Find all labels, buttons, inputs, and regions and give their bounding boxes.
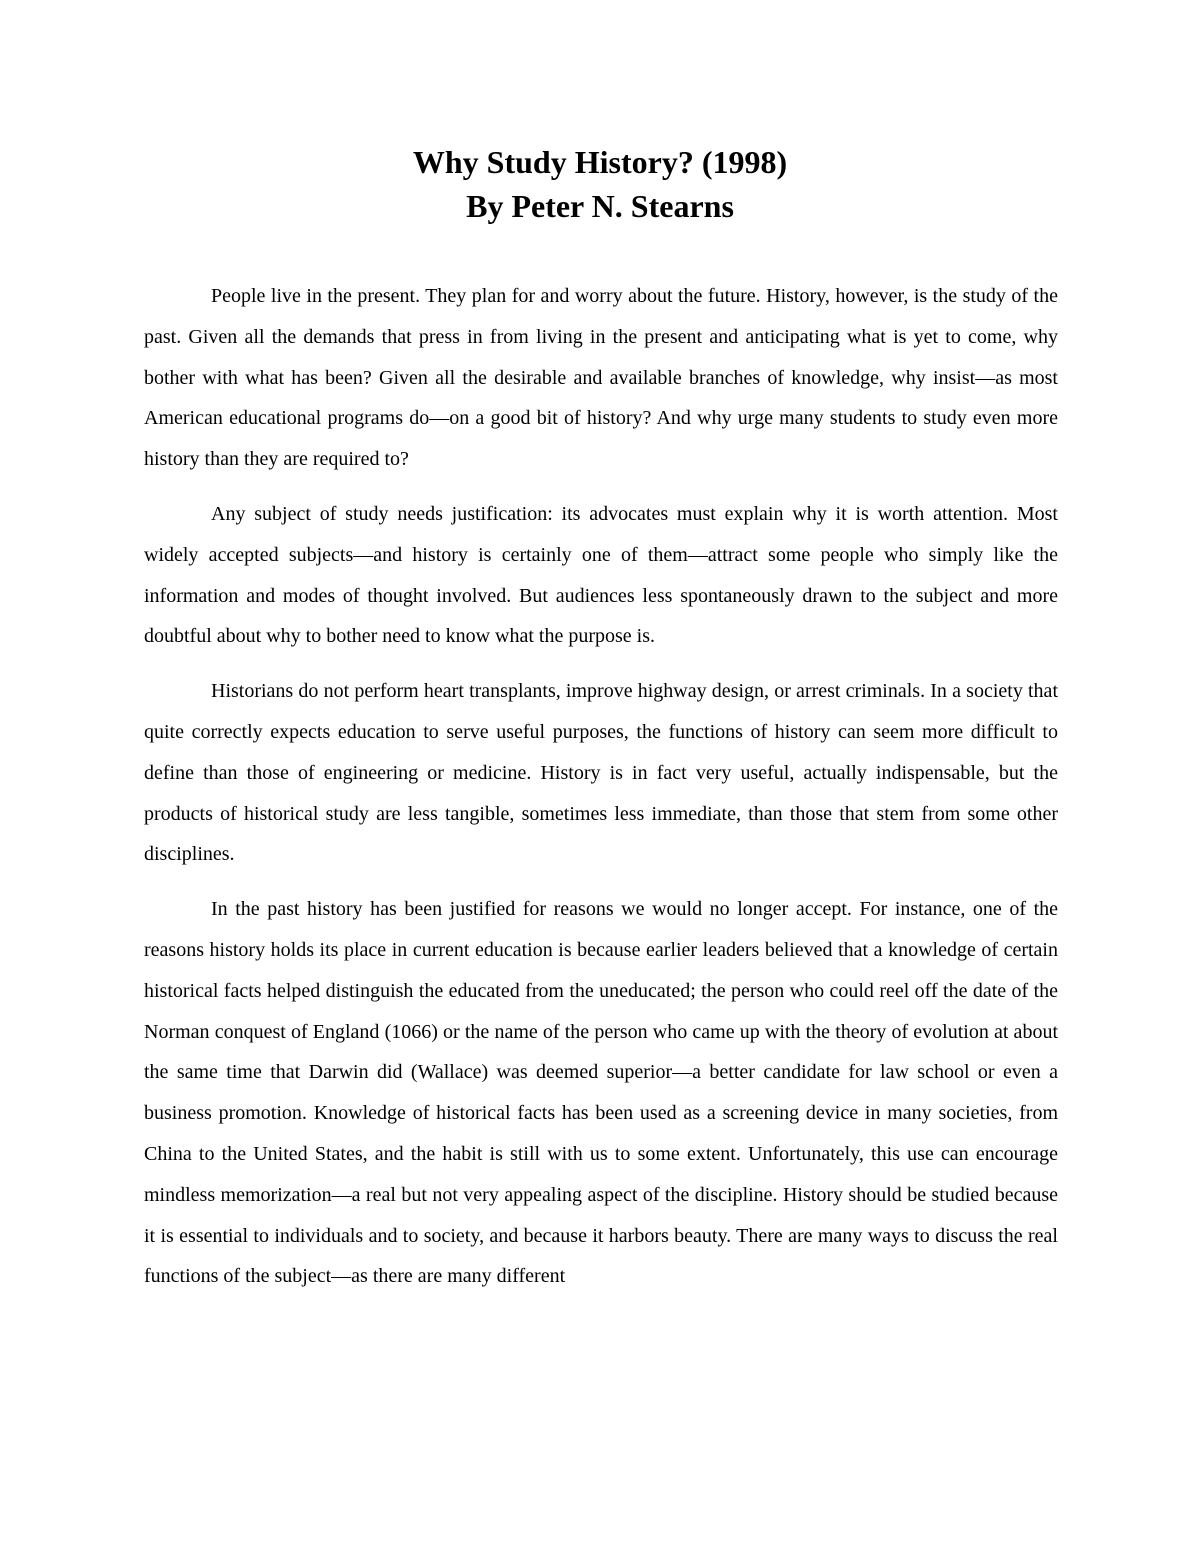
paragraph: In the past history has been justified for reasons we would no longer accept. For instance, one of the reasons history holds its place in current education is because earlier leaders believed that a knowledge of certain historical facts helped distinguish the educated from the uneducated; the person who could reel off the date of the Norman conquest of England (1066) or the name of the person who came up with the theory of evolution at about the same time that Darwin did (Wallace) was deemed superior—a better candidate for law school or even a business promotion. Knowledge of historical facts has been used as a screening device in many societies, from China to the United States, and the habit is still with us to some extent. Unfortunately, this use can encourage mindless memorization—a real but not very appealing aspect of the discipline. History should be studied because it is essential to individuals and to society, and because it harbors beauty. There are many ways to discuss the real functions of the subject—as there are many different xyxy=(144,898,1058,1288)
body-text xyxy=(144,276,1058,1311)
paragraph: Any subject of study needs justification: its advocates must explain why it is worth attention. Most widely accepted subjects—and history is certainly one of them—attract some people who simply like the information and modes of thought involved. But audiences less spontaneously drawn to the subject and more doubtful about why to bother need to know what the purpose is. xyxy=(144,502,1058,648)
paragraph: Historians do not perform heart transplants, improve highway design, or arrest criminals. In a society that quite correctly expects education to serve useful purposes, the functions of history can seem more difficult to define than those of engineering or medicine. History is in fact very useful, actually indispensable, but the products of historical study are less tangible, sometimes less immediate, than those that stem from some other disciplines. xyxy=(144,680,1058,866)
author-line: By Peter N. Stearns xyxy=(466,188,734,224)
paragraph: People live in the present. They plan for and worry about the future. History, however, is the study of the past. Given all the demands that press in from living in the present and anticipating what is yet to come, why bother with what has been? Given all the desirable and available branches of knowledge, why insist—as most American educational programs do—on a good bit of history? And why urge many students to study even more history than they are required to? xyxy=(144,285,1058,471)
document-title: Why Study History? (1998) xyxy=(412,144,788,180)
title-block xyxy=(0,140,1200,228)
